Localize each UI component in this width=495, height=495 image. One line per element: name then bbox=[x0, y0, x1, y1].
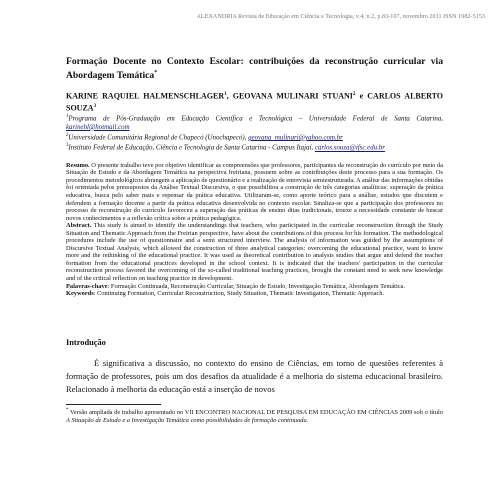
footnote-text: Versão ampliada de trabalho apresentado no VII ENCONTRO NACIONAL DE PESQUISA EM EDUCAÇÃO EM CIÊNCIAS 2009 sob o título bbox=[68, 408, 443, 416]
palavras-chave-text: : Formação Continuada, Reconstrução Curricular, Situação de Estudo, Investigação Temática, Abordagem Temática. bbox=[107, 282, 405, 290]
title-text: Formação Docente no Contexto Escolar: contribuições da reconstrução curricular via Abordagem Temática bbox=[66, 56, 443, 81]
author-name: KARINE RAQUIEL HALMENSCHLAGER bbox=[66, 91, 225, 101]
author-name: CARLOS ALBERTO SOUZA bbox=[66, 91, 444, 113]
keywords-label: Keywords bbox=[66, 290, 94, 298]
footnote-title-italic: A Situação de Estudo e a Investigação Temática como possibilidades de formação continuada bbox=[66, 416, 307, 424]
footnote-divider bbox=[66, 404, 161, 405]
email-link[interactable]: carlos.souza@ifsc.edu.br bbox=[314, 144, 385, 152]
footnote-end: . bbox=[306, 416, 309, 424]
email-link[interactable]: geovana_mulinari@yahoo.com.br bbox=[248, 134, 343, 142]
author-affiliation-mark: 3 bbox=[93, 103, 97, 109]
email-link[interactable]: karinehl@hotmail.com bbox=[66, 123, 130, 131]
palavras-chave-label: Palavras-chave bbox=[66, 282, 108, 290]
author-list bbox=[66, 90, 443, 113]
affiliation bbox=[66, 132, 443, 143]
title-footnote-mark[interactable]: * bbox=[154, 69, 158, 76]
resumo-text: O presente trabalho teve por objetivo identificar as compreensões que professores, participantes da reconstrução do currículo por meio da Situação de Estudo e da Abordagem Temática na perspectiva freiriana, possuem sobre as contribuições deste processo para a sua formação. Os procedimentos metodológicos abrangem a aplicação de questionário e a realização de entrevista semiestruturada. A análise das informações obtidas foi orientada pelos pressupostos da Análise Textual Discursiva, o que possibilitou a construção de três categorias analíticas: superação da prática educativa, busca pelo saber mais e repensar da prática educativa. Utilizaram-se, como aporte teórico para a análise, estudos que discutem e defendem a formação docente a partir da prática educativa desenvolvida no contexto escolar. Sinaliza-se que a participação dos professores no processo de reconstrução do currículo favoreceu a superação das práticas de ensino ditas tradicionais, trouxe a necessidade constante de buscar novos conhecimentos e a reflexão crítica sobre a prática pedagógica. bbox=[66, 161, 443, 222]
section-heading-introducao: Introdução bbox=[66, 337, 106, 347]
abstract-text: This study is aimed to identify the understandings that teachers, who participated in the curricular reconstruction through the Study Situation and Thematic Approach from the Freirian perspective, have about the contributions of this process for his formation. The methodological procedures include the use of questionnaire and a semi structured interview. The analysis of information was guided by the assumptions of Discursive Textual Analysis, which allowed the construction of three analytical categories: overcoming the educational practice, want to know more and the rethinking of the educational practice. It was used as theoretical contribution to analysis studies that argue and defend the teacher formation from the educational practices developed in the school context. It is indicated that the teachers' participation in the curricular reconstruction process favored the overcoming of the so-called traditional teaching practices, brought the constant need to seek new knowledge and of the critical reflection on teaching practice in development. bbox=[66, 222, 443, 282]
resumo-paragraph bbox=[66, 162, 443, 222]
affiliation-text: Instituto Federal de Educação, Ciência e Tecnologia de Santa Catarina - Campus Itajaí, bbox=[68, 144, 315, 152]
keywords-paragraph bbox=[66, 290, 443, 298]
article-title bbox=[66, 56, 443, 81]
affiliation-mark: 3 bbox=[66, 143, 69, 149]
author-affiliation-mark: 2 bbox=[352, 92, 356, 98]
footnote bbox=[66, 407, 443, 424]
author-name: GEOVANA MULINARI STUANI bbox=[232, 91, 353, 101]
resumo-label: Resumo. bbox=[66, 161, 90, 169]
footnote-mark: * bbox=[66, 407, 69, 413]
affiliation bbox=[66, 113, 443, 132]
abstract-label: Abstract. bbox=[66, 222, 92, 230]
author-separator: e bbox=[355, 91, 368, 101]
affiliation-mark: 2 bbox=[66, 132, 69, 138]
keywords-text: : Continuing Formation, Curricular Reconstruction, Study Situation, Thematic Investigation, Thematic Approach. bbox=[93, 290, 385, 298]
author-separator: , bbox=[226, 91, 233, 101]
abstract-block bbox=[66, 162, 443, 298]
affiliation-text: Universidade Comunitária Regional de Chapecó (Unochapecó), bbox=[68, 134, 249, 142]
affiliation-mark: 1 bbox=[66, 114, 69, 120]
author-affiliation-mark: 1 bbox=[224, 92, 227, 98]
palavras-chave-paragraph bbox=[66, 283, 443, 291]
intro-paragraph: É significativa a discussão, no contexto do ensino de Ciências, em torno de questões referentes à formação de professores, pois um dos desafios da atualidade é a melhoria do sistema educacional brasileiro. Relacionado à melhoria da educação está a inserção de novos bbox=[66, 357, 443, 395]
affiliation-text: Programa de Pós-Graduação em Educação Científica e Tecnológica – Universidade Federal de Santa Catarina, bbox=[68, 115, 443, 123]
affiliation bbox=[66, 142, 443, 153]
running-header: ALEXANDRIA Revista de Educação em Ciência e Tecnologia, v.4, n.2, p.83-107, novembro 2011 ISSN 1982-5153 bbox=[196, 14, 485, 20]
abstract-paragraph bbox=[66, 222, 443, 282]
